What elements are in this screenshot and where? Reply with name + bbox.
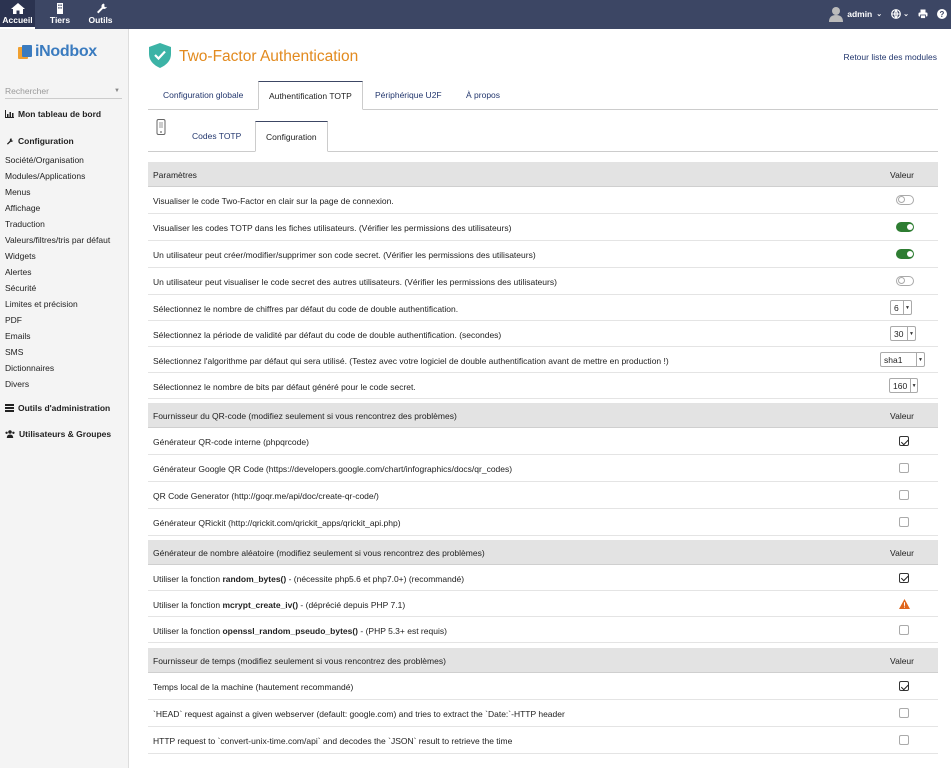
sidebar-admin-tools[interactable]: Outils d'administration [5, 403, 110, 413]
random-generator-table [148, 540, 938, 643]
time-provider-table [148, 648, 938, 754]
row-label: HTTP request to `convert-unix-time.com/api` and decodes the `JSON` result to retrieve the time [153, 736, 513, 746]
row-label: Temps local de la machine (hautement recommandé) [153, 682, 354, 692]
nav-tiers[interactable]: Tiers [43, 0, 77, 29]
table-row [148, 509, 938, 536]
sidebar-item[interactable]: Divers [5, 379, 30, 389]
checkbox[interactable] [899, 490, 909, 500]
chevron-down-icon: ▼ [907, 327, 915, 340]
label-suffix: - (PHP 5.3+ est requis) [358, 626, 447, 636]
row-label: Générateur QR-code interne (phpqrcode) [153, 437, 309, 447]
sidebar-item[interactable]: Affichage [5, 203, 41, 213]
top-bar [0, 0, 951, 29]
toggle-switch[interactable] [896, 249, 914, 259]
subtab-totp-codes[interactable]: Codes TOTP [192, 131, 242, 141]
value-select[interactable] [890, 300, 912, 315]
params-table [148, 162, 938, 399]
logo[interactable] [17, 43, 97, 61]
row-label: Un utilisateur peut visualiser le code secret des autres utilisateurs. (Vérifier les permissions des utilisateurs) [153, 277, 557, 287]
users-icon [5, 430, 15, 438]
user-name: admin [847, 9, 873, 19]
function-name: openssl_random_pseudo_bytes() [222, 626, 359, 636]
row-label: Sélectionnez la période de validité par défaut du code de double authentification. (secondes) [153, 330, 502, 340]
label-prefix: Utiliser la fonction [153, 626, 223, 636]
avatar [829, 6, 843, 22]
back-to-modules-link[interactable]: Retour liste des modules [843, 52, 937, 62]
label-suffix: - (déprécié depuis PHP 7.1) [298, 600, 406, 610]
main-tabs [148, 81, 938, 110]
table-header: Fournisseur de temps (modifiez seulement si vous rencontrez des problèmes) Valeur [148, 648, 938, 673]
checkbox[interactable] [899, 681, 909, 691]
sidebar-item[interactable]: Widgets [5, 251, 36, 261]
row-label: Sélectionnez le nombre de bits par défaut généré pour le code secret. [153, 382, 416, 392]
sidebar-item[interactable]: Limites et précision [5, 299, 78, 309]
toggle-switch[interactable] [896, 222, 914, 232]
qr-provider-table [148, 403, 938, 536]
sub-tabs [148, 121, 938, 152]
sidebar-configuration[interactable]: Configuration [5, 136, 74, 146]
table-row [148, 321, 938, 347]
select-value: 160 [893, 380, 908, 391]
row-label: Un utilisateur peut créer/modifier/supprimer son code secret. (Vérifier les permissions des utilisateurs) [153, 250, 536, 260]
globe-icon [891, 9, 901, 19]
sidebar-item[interactable]: SMS [5, 347, 24, 357]
table-header: Paramètres Valeur [148, 162, 938, 187]
main-content [129, 29, 951, 768]
wrench-icon [94, 3, 108, 14]
tab-u2f-device[interactable]: Périphérique U2F [375, 90, 442, 100]
label-prefix: Utiliser la fonction [153, 600, 223, 610]
row-label: QR Code Generator (http://goqr.me/api/doc/create-qr-code/) [153, 491, 379, 501]
chevron-down-icon: ▼ [114, 88, 120, 94]
subtab-configuration[interactable]: Configuration [255, 121, 328, 152]
shield-icon [149, 43, 171, 68]
function-name: mcrypt_create_iv() [222, 600, 299, 610]
printer-icon[interactable] [918, 9, 928, 19]
home-icon [11, 3, 25, 14]
sidebar-item[interactable]: Modules/Applications [5, 171, 86, 181]
function-name: random_bytes() [222, 574, 287, 584]
table-row [148, 373, 938, 399]
chevron-down-icon: ▼ [916, 353, 924, 366]
nav-outils[interactable]: Outils [83, 0, 118, 29]
sidebar-item[interactable]: Emails [5, 331, 31, 341]
row-label [153, 626, 447, 636]
table-row [148, 268, 938, 295]
user-menu[interactable] [829, 6, 882, 22]
value-select[interactable] [889, 378, 918, 393]
toggle-knob [907, 251, 913, 257]
sidebar [0, 29, 129, 768]
select-value: 30 [894, 328, 904, 339]
sidebar-item[interactable]: Sécurité [5, 283, 37, 293]
table-row [148, 565, 938, 591]
row-label: Sélectionnez l'algorithme par défaut qui sera utilisé. (Testez avec votre logiciel de double authentification avant de mettre en production !) [153, 356, 669, 366]
row-label: Sélectionnez le nombre de chiffres par défaut du code de double authentification. [153, 304, 459, 314]
sidebar-item[interactable]: Valeurs/filtres/tris par défaut [5, 235, 111, 245]
chevron-down-icon: ▼ [910, 379, 917, 392]
table-row [148, 617, 938, 643]
table-row [148, 727, 938, 754]
table-row [148, 347, 938, 373]
tab-about[interactable]: À propos [466, 90, 501, 100]
help-icon[interactable] [937, 9, 947, 19]
checkbox[interactable] [899, 625, 909, 635]
label-suffix: - (nécessite php5.6 et php7.0+) (recommandé) [286, 574, 465, 584]
tab-totp-auth[interactable]: Authentification TOTP [258, 81, 363, 110]
checkbox[interactable] [899, 735, 909, 745]
sidebar-item[interactable]: Dictionnaires [5, 363, 55, 373]
checkbox[interactable] [899, 517, 909, 527]
table-header: Générateur de nombre aléatoire (modifiez seulement si vous rencontrez des problèmes) Valeur [148, 540, 938, 565]
language-menu[interactable] [891, 9, 909, 19]
table-row [148, 214, 938, 241]
search-input[interactable]: Rechercher ▼ [5, 86, 122, 99]
toggle-knob [898, 196, 905, 203]
wrench-icon [5, 137, 14, 146]
select-value: 6 [894, 302, 899, 313]
select-value: sha1 [884, 354, 903, 365]
svg-text:?: ? [939, 10, 945, 19]
logo-icon [17, 44, 33, 60]
sidebar-item[interactable]: Menus [5, 187, 31, 197]
sidebar-item[interactable]: Société/Organisation [5, 155, 84, 165]
toggle-switch[interactable] [896, 195, 914, 205]
toggle-switch[interactable] [896, 276, 914, 286]
chevron-down-icon: ⌄ [903, 11, 909, 18]
table-row [148, 455, 938, 482]
row-label [153, 574, 464, 584]
value-select[interactable] [890, 326, 916, 341]
chevron-down-icon: ⌄ [876, 11, 883, 18]
label-prefix: Utiliser la fonction [153, 574, 223, 584]
checkbox[interactable] [899, 573, 909, 583]
row-label: `HEAD` request against a given webserver (default: google.com) and tries to extract the `Date:`-HTTP header [153, 709, 565, 719]
row-label [153, 600, 405, 610]
checkbox[interactable] [899, 436, 909, 446]
nav-home[interactable]: Accueil [0, 0, 35, 29]
sidebar-item[interactable]: Traduction [5, 219, 45, 229]
table-row [148, 187, 938, 214]
table-row [148, 295, 938, 321]
tab-global-config[interactable]: Configuration globale [163, 90, 244, 100]
table-header: Fournisseur du QR-code (modifiez seulement si vous rencontrez des problèmes) Valeur [148, 403, 938, 428]
server-icon [5, 404, 14, 412]
chevron-down-icon: ▼ [903, 301, 911, 314]
row-label: Générateur QRickit (http://qrickit.com/qrickit_apps/qrickit_api.php) [153, 518, 401, 528]
toggle-knob [907, 224, 913, 230]
table-row [148, 428, 938, 455]
logo-text: iNodbox [35, 43, 97, 60]
checkbox[interactable] [899, 463, 909, 473]
value-select[interactable] [880, 352, 925, 367]
sidebar-dashboard[interactable]: Mon tableau de bord [5, 109, 101, 119]
sidebar-users-groups[interactable]: Utilisateurs & Groupes [5, 429, 111, 439]
warning-icon [899, 599, 910, 609]
chart-icon [5, 110, 14, 118]
table-row [148, 700, 938, 727]
sidebar-item[interactable]: Alertes [5, 267, 32, 277]
sidebar-item[interactable]: PDF [5, 315, 22, 325]
table-row [148, 241, 938, 268]
phone-icon [156, 119, 167, 137]
row-label: Visualiser les codes TOTP dans les fiches utilisateurs. (Vérifier les permissions des utilisateurs) [153, 223, 512, 233]
toggle-knob [898, 277, 905, 284]
table-row [148, 673, 938, 700]
table-row [148, 482, 938, 509]
building-icon [53, 3, 67, 14]
page-title: Two-Factor Authentication [179, 48, 359, 65]
checkbox[interactable] [899, 708, 909, 718]
row-label: Visualiser le code Two-Factor en clair sur la page de connexion. [153, 196, 394, 206]
table-row [148, 591, 938, 617]
row-label: Générateur Google QR Code (https://developers.google.com/chart/infographics/docs/qr_codes) [153, 464, 513, 474]
